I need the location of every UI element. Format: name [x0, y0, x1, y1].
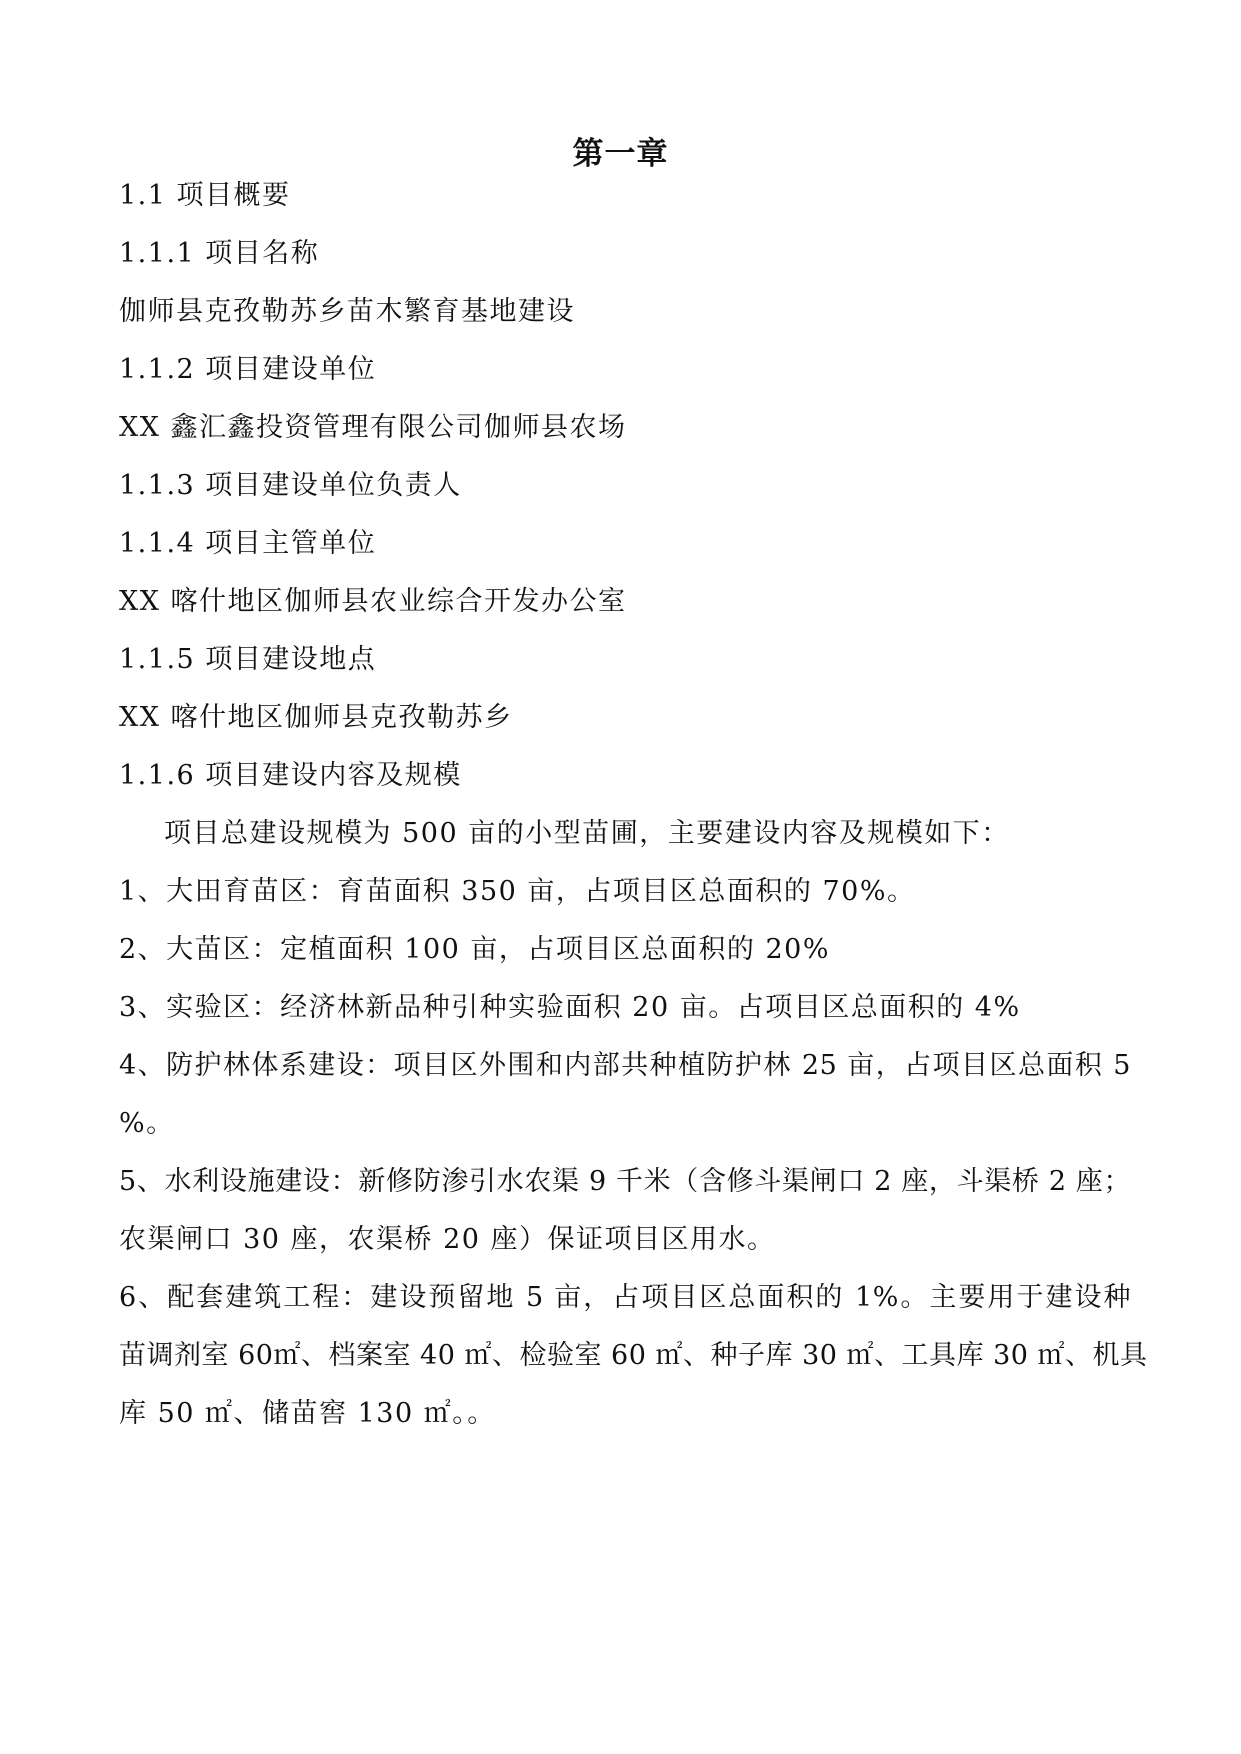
- construction-unit-text: XX 鑫汇鑫投资管理有限公司伽师县农场: [119, 412, 627, 443]
- list-item-5-line-1: 5、水利设施建设：新修防渗引水农渠 9 千米（含修斗渠闸口 2 座，斗渠桥 2 座；: [119, 1166, 1131, 1197]
- section-heading-1-1-5: 1.1.5 项目建设地点: [119, 644, 377, 675]
- list-item-1: 1、大田育苗区：育苗面积 350 亩，占项目区总面积的 70%。: [119, 876, 916, 907]
- list-item-4-line-1: 4、防护林体系建设：项目区外围和内部共种植防护林 25 亩，占项目区总面积 5: [119, 1050, 1131, 1081]
- supervising-unit-text: XX 喀什地区伽师县农业综合开发办公室: [119, 586, 627, 617]
- section-heading-1-1-3: 1.1.3 项目建设单位负责人: [119, 470, 462, 501]
- list-item-6-line-3: 库 50 ㎡、储苗窖 130 ㎡。。: [119, 1398, 496, 1429]
- section-heading-1-1: 1.1 项目概要: [119, 180, 291, 211]
- project-name-text: 伽师县克孜勒苏乡苗木繁育基地建设: [119, 296, 575, 327]
- list-item-3: 3、实验区：经济林新品种引种实验面积 20 亩。占项目区总面积的 4%: [119, 992, 1021, 1023]
- list-item-2: 2、大苗区：定植面积 100 亩，占项目区总面积的 20%: [119, 934, 830, 965]
- chapter-title: 第一章: [572, 136, 669, 172]
- construction-location-text: XX 喀什地区伽师县克孜勒苏乡: [119, 702, 513, 733]
- section-heading-1-1-2: 1.1.2 项目建设单位: [119, 354, 377, 385]
- scale-intro-paragraph: 项目总建设规模为 500 亩的小型苗圃，主要建设内容及规模如下：: [164, 818, 1010, 849]
- list-item-6-line-2: 苗调剂室 60㎡、档案室 40 ㎡、检验室 60 ㎡、种子库 30 ㎡、工具库 30 ㎡、机具: [119, 1340, 1148, 1371]
- list-item-5-line-2: 农渠闸口 30 座，农渠桥 20 座）保证项目区用水。: [119, 1224, 776, 1255]
- section-heading-1-1-1: 1.1.1 项目名称: [119, 238, 320, 269]
- section-heading-1-1-6: 1.1.6 项目建设内容及规模: [119, 760, 462, 791]
- list-item-4-line-2: %。: [119, 1108, 175, 1139]
- list-item-6-line-1: 6、配套建筑工程：建设预留地 5 亩，占项目区总面积的 1%。主要用于建设种: [119, 1282, 1131, 1313]
- section-heading-1-1-4: 1.1.4 项目主管单位: [119, 528, 377, 559]
